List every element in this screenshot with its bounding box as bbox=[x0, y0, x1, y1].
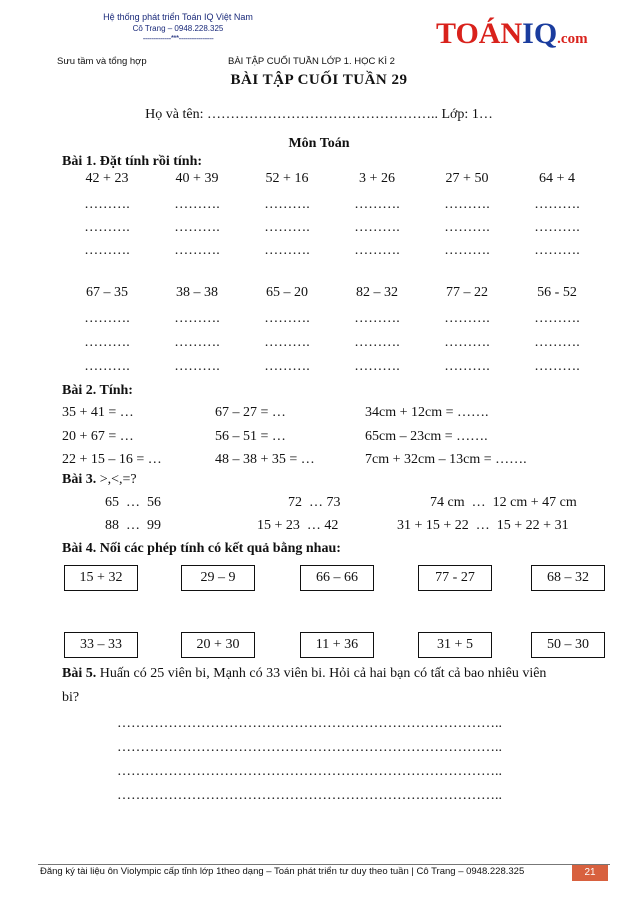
expression-box[interactable]: 15 + 32 bbox=[64, 565, 138, 591]
answer-dots: ………. bbox=[354, 197, 400, 212]
footer-text: Đăng ký tài liệu ôn Violympic cấp tỉnh lớp 1theo dạng – Toán phát triển tư duy theo tuần | Cô Trang – 0948.228.325 bbox=[40, 866, 525, 877]
answer-dots: ………. bbox=[174, 359, 220, 374]
bai1-row2 bbox=[62, 285, 602, 301]
answer-dots: ………. bbox=[174, 335, 220, 350]
answer-dots: ………. bbox=[84, 335, 130, 350]
answer-dots: ………. bbox=[354, 311, 400, 326]
answer-dots: ………. bbox=[84, 311, 130, 326]
expression-box[interactable]: 77 - 27 bbox=[418, 565, 492, 591]
answer-dots: ………. bbox=[354, 359, 400, 374]
bai3-item: 15 + 23 … 42 bbox=[257, 518, 339, 533]
bai2-item: 56 – 51 = … bbox=[215, 429, 286, 444]
bai1-dots-row bbox=[62, 311, 602, 327]
logo-com: .com bbox=[557, 31, 588, 47]
answer-dots: ………. bbox=[354, 335, 400, 350]
logo-iq: IQ bbox=[522, 17, 558, 50]
answer-dots: ………. bbox=[444, 311, 490, 326]
bai1-problem: 56 - 52 bbox=[537, 285, 577, 300]
bai1-problem: 65 – 20 bbox=[266, 285, 308, 300]
bai5-question-cont: bi? bbox=[62, 690, 80, 705]
expression-box[interactable]: 29 – 9 bbox=[181, 565, 255, 591]
bai3-instruction: >,<,=? bbox=[96, 472, 137, 487]
bai1-problem: 64 + 4 bbox=[539, 171, 575, 186]
answer-dots: ………. bbox=[534, 197, 580, 212]
answer-dots: ………. bbox=[354, 220, 400, 235]
bai5-text: Huấn có 25 viên bi, Mạnh có 33 viên bi. Hỏi cả hai bạn có tất cả bao nhiêu viên bbox=[96, 666, 547, 681]
answer-dots: ………. bbox=[264, 359, 310, 374]
answer-dots: ………. bbox=[264, 335, 310, 350]
bai3-item: 88 … 99 bbox=[105, 518, 161, 533]
bai3-item: 74 cm … 12 cm + 47 cm bbox=[430, 495, 577, 510]
bai1-problem: 42 + 23 bbox=[85, 171, 129, 186]
bai2-item: 48 – 38 + 35 = … bbox=[215, 452, 315, 467]
student-info-line: Họ và tên: ………………………………………….. Lớp: 1… bbox=[145, 107, 493, 122]
bai1-row1 bbox=[62, 171, 602, 187]
bai2-item: 34cm + 12cm = ……. bbox=[365, 405, 489, 420]
bai3-item: 72 … 73 bbox=[288, 495, 341, 510]
answer-dots: ………. bbox=[264, 243, 310, 258]
bai3-item: 31 + 15 + 22 … 15 + 22 + 31 bbox=[397, 518, 569, 533]
answer-line: ……………………………………………………………………….. bbox=[117, 740, 502, 755]
answer-line: ……………………………………………………………………….. bbox=[117, 788, 502, 803]
bai3-item: 65 … 56 bbox=[105, 495, 161, 510]
answer-dots: ………. bbox=[534, 335, 580, 350]
answer-line: ……………………………………………………………………….. bbox=[117, 716, 502, 731]
expression-box[interactable]: 20 + 30 bbox=[181, 632, 255, 658]
answer-dots: ………. bbox=[444, 197, 490, 212]
page-title: BÀI TẬP CUỐI TUẦN 29 bbox=[230, 72, 408, 88]
answer-dots: ………. bbox=[264, 311, 310, 326]
bai5-label: Bài 5. bbox=[62, 666, 97, 681]
bai1-dots-row bbox=[62, 335, 602, 351]
bai5-question bbox=[62, 666, 546, 682]
bai1-dots-row bbox=[62, 359, 602, 375]
bai1-problem: 27 + 50 bbox=[445, 171, 489, 186]
answer-dots: ………. bbox=[534, 359, 580, 374]
answer-dots: ………. bbox=[534, 220, 580, 235]
collected-by: Sưu tầm và tổng hợp bbox=[57, 56, 147, 67]
expression-box[interactable]: 11 + 36 bbox=[300, 632, 374, 658]
bai1-dots-row bbox=[62, 197, 602, 213]
bai2-item: 22 + 15 – 16 = … bbox=[62, 452, 162, 467]
bai2-heading: Bài 2. Tính: bbox=[62, 383, 133, 398]
bai4-heading: Bài 4. Nối các phép tính có kết quả bằng nhau: bbox=[62, 541, 341, 556]
bai1-problem: 82 – 32 bbox=[356, 285, 398, 300]
bai1-problem: 38 – 38 bbox=[176, 285, 218, 300]
answer-dots: ………. bbox=[264, 197, 310, 212]
expression-box[interactable]: 33 – 33 bbox=[64, 632, 138, 658]
answer-dots: ………. bbox=[264, 220, 310, 235]
bai1-problem: 52 + 16 bbox=[265, 171, 309, 186]
bai1-problem: 3 + 26 bbox=[359, 171, 395, 186]
answer-dots: ………. bbox=[534, 311, 580, 326]
answer-dots: ………. bbox=[444, 335, 490, 350]
logo-toan: TOÁN bbox=[436, 17, 523, 50]
header-separator: -------------***---------------- bbox=[142, 34, 214, 43]
bai1-problem: 40 + 39 bbox=[175, 171, 219, 186]
answer-dots: ………. bbox=[444, 220, 490, 235]
bai2-item: 35 + 41 = … bbox=[62, 405, 134, 420]
bai1-problem: 67 – 35 bbox=[86, 285, 128, 300]
bai1-heading: Bài 1. Đặt tính rồi tính: bbox=[62, 154, 203, 169]
subject-heading: Môn Toán bbox=[288, 136, 350, 151]
bai2-item: 20 + 67 = … bbox=[62, 429, 134, 444]
bai1-dots-row bbox=[62, 220, 602, 236]
expression-box[interactable]: 31 + 5 bbox=[418, 632, 492, 658]
bai1-dots-row bbox=[62, 243, 602, 259]
expression-box[interactable]: 66 – 66 bbox=[300, 565, 374, 591]
answer-dots: ………. bbox=[354, 243, 400, 258]
bai3-label: Bài 3. bbox=[62, 472, 97, 487]
answer-dots: ………. bbox=[174, 311, 220, 326]
answer-dots: ………. bbox=[444, 359, 490, 374]
bai2-item: 65cm – 23cm = ……. bbox=[365, 429, 488, 444]
answer-dots: ………. bbox=[84, 359, 130, 374]
bai2-item: 7cm + 32cm – 13cm = ……. bbox=[365, 452, 527, 467]
answer-line: ……………………………………………………………………….. bbox=[117, 764, 502, 779]
bai3-heading bbox=[62, 472, 137, 488]
answer-dots: ………. bbox=[174, 197, 220, 212]
answer-dots: ………. bbox=[84, 243, 130, 258]
bai2-item: 67 – 27 = … bbox=[215, 405, 286, 420]
page-number: 21 bbox=[572, 865, 608, 881]
bai1-problem: 77 – 22 bbox=[446, 285, 488, 300]
organization-name: Hệ thống phát triển Toán IQ Việt Nam bbox=[103, 12, 253, 22]
expression-box[interactable]: 68 – 32 bbox=[531, 565, 605, 591]
answer-dots: ………. bbox=[174, 243, 220, 258]
answer-dots: ………. bbox=[84, 197, 130, 212]
expression-box[interactable]: 50 – 30 bbox=[531, 632, 605, 658]
answer-dots: ………. bbox=[174, 220, 220, 235]
toaniq-logo bbox=[436, 17, 586, 57]
answer-dots: ………. bbox=[84, 220, 130, 235]
answer-dots: ………. bbox=[534, 243, 580, 258]
series-title: BÀI TẬP CUỐI TUẦN LỚP 1. HỌC KÌ 2 bbox=[228, 56, 395, 67]
answer-dots: ………. bbox=[444, 243, 490, 258]
contact-info: Cô Trang – 0948.228.325 bbox=[132, 24, 224, 33]
